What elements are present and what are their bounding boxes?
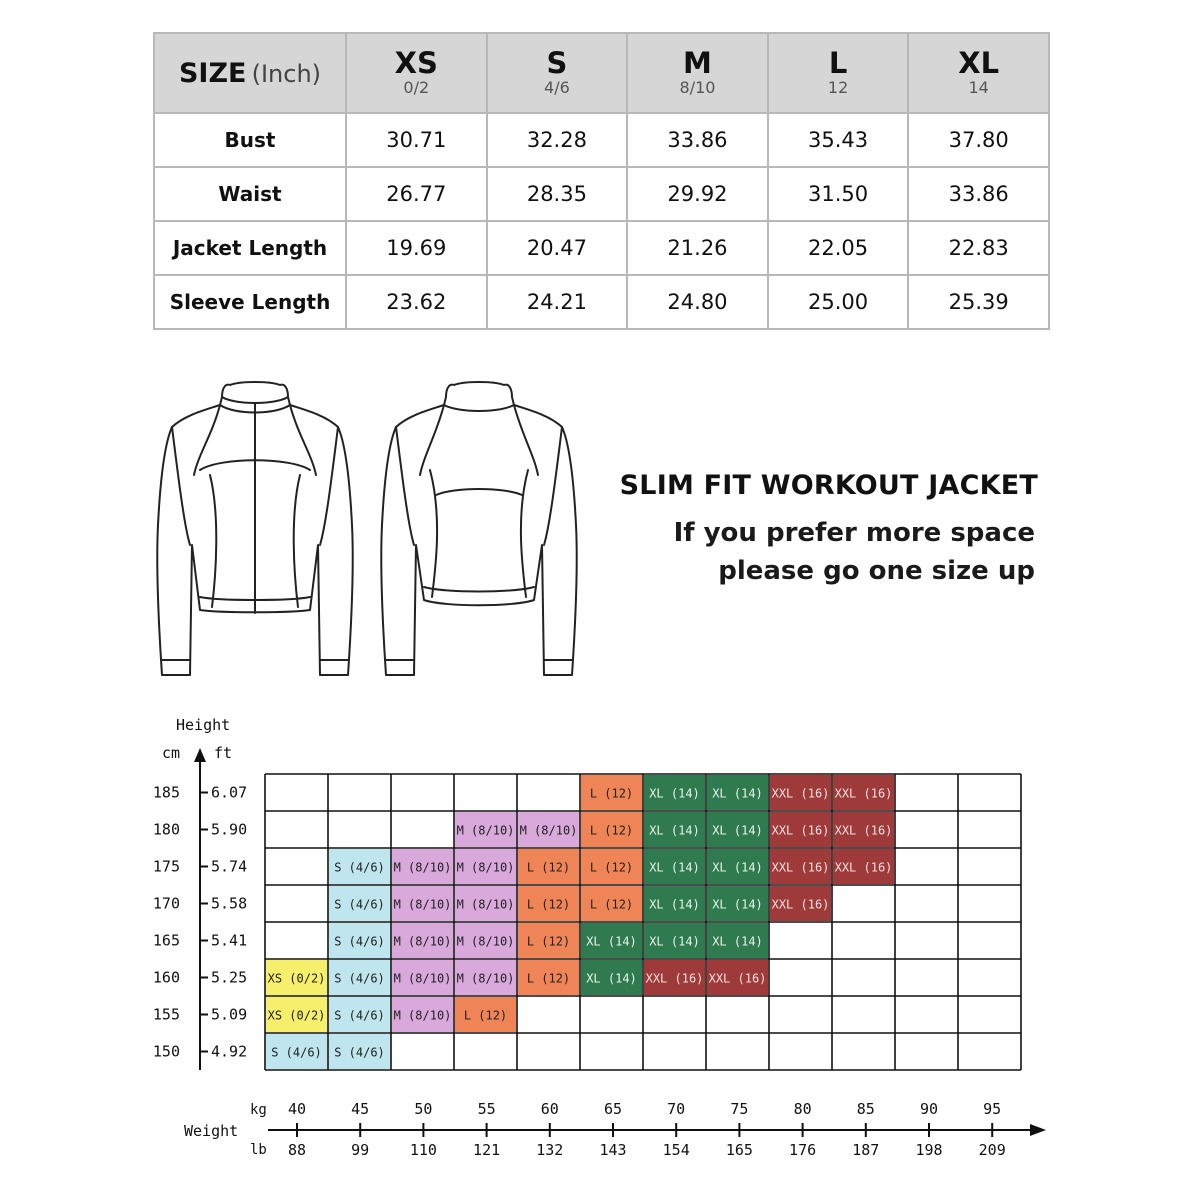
table-cell: 22.83: [908, 221, 1049, 275]
weight-unit-kg: kg: [250, 1102, 267, 1118]
height-tick-ft: 5.41: [211, 931, 248, 950]
row-label: Bust: [154, 113, 346, 167]
size-header-row: [154, 33, 1049, 113]
height-tick-cm: 175: [152, 857, 180, 876]
weight-tick-kg: 60: [540, 1100, 559, 1118]
size-cell-label: XL (14): [649, 934, 700, 949]
size-code: L: [828, 46, 848, 80]
size-cell-label: M (8/10): [456, 823, 515, 838]
size-cell-label: XL (14): [712, 860, 763, 875]
size-cell-label: XL (14): [712, 934, 763, 949]
size-cell-label: S (4/6): [334, 934, 385, 949]
height-tick-ft: 5.90: [211, 820, 248, 839]
weight-axis-label: Weight: [184, 1122, 239, 1140]
size-cell-label: M (8/10): [393, 1008, 452, 1023]
weight-tick-lb: 110: [409, 1141, 437, 1159]
weight-tick-kg: 80: [793, 1100, 812, 1118]
height-tick-ft: 5.25: [211, 968, 248, 987]
weight-tick-lb: 198: [915, 1141, 943, 1159]
size-number: 12: [827, 78, 849, 97]
weight-tick-lb: 121: [473, 1141, 501, 1159]
weight-tick-kg: 85: [856, 1100, 875, 1118]
size-cell-label: XL (14): [649, 823, 700, 838]
size-col-xl: [908, 33, 1049, 113]
table-cell: 24.80: [627, 275, 768, 329]
size-cell-label: M (8/10): [519, 823, 578, 838]
size-cell-label: XL (14): [649, 897, 700, 912]
size-cell-label: XXL (16): [834, 786, 893, 801]
height-tick-ft: 5.74: [211, 857, 248, 876]
table-cell: 20.47: [487, 221, 628, 275]
weight-tick-kg: 75: [730, 1100, 749, 1118]
size-cell-label: XXL (16): [771, 786, 830, 801]
table-cell: 32.28: [487, 113, 628, 167]
height-tick-cm: 155: [152, 1005, 180, 1024]
size-cell-label: S (4/6): [334, 971, 385, 986]
jacket-back-sketch: [374, 375, 584, 685]
size-cell-label: M (8/10): [393, 897, 452, 912]
size-number: 14: [968, 78, 989, 97]
table-cell: 30.71: [346, 113, 487, 167]
size-number: 0/2: [403, 78, 430, 97]
size-cell-label: L (12): [526, 897, 571, 912]
size-cell-label: L (12): [526, 934, 571, 949]
weight-tick-lb: 154: [662, 1141, 690, 1159]
table-cell: 24.21: [487, 275, 628, 329]
height-axis-label: Height: [176, 716, 231, 734]
height-tick-ft: 6.07: [211, 783, 248, 802]
table-cell: 21.26: [627, 221, 768, 275]
size-cell-label: XL (14): [712, 786, 763, 801]
size-cell-label: XS (0/2): [267, 971, 326, 986]
size-cell-label: S (4/6): [334, 1008, 385, 1023]
weight-axis-arrow: [1030, 1124, 1046, 1136]
size-table: [153, 32, 1050, 330]
size-cell-label: M (8/10): [456, 860, 515, 875]
size-cell-label: L (12): [589, 860, 634, 875]
size-cell-label: L (12): [526, 971, 571, 986]
size-cell-label: XXL (16): [834, 860, 893, 875]
size-cell-label: XL (14): [712, 897, 763, 912]
weight-tick-lb: 88: [287, 1141, 307, 1159]
size-cell-label: XL (14): [649, 786, 700, 801]
weight-tick-lb: 209: [978, 1141, 1006, 1159]
height-unit-ft: ft: [214, 744, 233, 762]
weight-tick-lb: 99: [351, 1141, 370, 1159]
height-unit-cm: cm: [162, 744, 181, 762]
table-cell: 37.80: [908, 113, 1049, 167]
size-cell-label: XL (14): [712, 823, 763, 838]
size-code: XS: [394, 46, 438, 80]
size-cell-label: L (12): [463, 1008, 508, 1023]
fit-note-line2: please go one size up: [718, 556, 1035, 586]
size-header-cell: [154, 33, 346, 113]
weight-tick-kg: 45: [351, 1100, 370, 1118]
size-cell-label: M (8/10): [456, 897, 515, 912]
fit-title: SLIM FIT WORKOUT JACKET: [619, 470, 1038, 501]
size-cell-label: M (8/10): [393, 860, 452, 875]
height-tick-cm: 180: [152, 820, 180, 839]
size-cell-label: L (12): [526, 860, 571, 875]
size-code: M: [683, 46, 712, 80]
size-cell-label: S (4/6): [334, 897, 385, 912]
height-tick-cm: 150: [152, 1042, 180, 1061]
size-cell-label: S (4/6): [334, 860, 385, 875]
table-cell: 35.43: [768, 113, 909, 167]
table-cell: 33.86: [908, 167, 1049, 221]
table-cell: 28.35: [487, 167, 628, 221]
weight-tick-kg: 90: [919, 1100, 939, 1118]
weight-tick-kg: 55: [477, 1100, 496, 1118]
size-cell-label: L (12): [589, 823, 634, 838]
size-cell-label: XXL (16): [771, 897, 830, 912]
table-cell: 19.69: [346, 221, 487, 275]
weight-tick-kg: 40: [287, 1100, 307, 1118]
size-col-xs: [346, 33, 487, 113]
size-cell-label: XL (14): [649, 860, 700, 875]
weight-tick-kg: 95: [983, 1100, 1002, 1118]
height-tick-ft: 5.09: [211, 1005, 248, 1024]
size-header-unit: (Inch): [251, 59, 322, 88]
size-col-m: [627, 33, 768, 113]
size-cell-label: XXL (16): [708, 971, 767, 986]
table-cell: 29.92: [627, 167, 768, 221]
size-cell-label: L (12): [589, 897, 634, 912]
size-cell-label: M (8/10): [393, 971, 452, 986]
table-cell: 22.05: [768, 221, 909, 275]
table-cell: 25.00: [768, 275, 909, 329]
table-row-waist: [154, 167, 1049, 221]
height-tick-ft: 4.92: [211, 1042, 248, 1061]
weight-unit-lb: lb: [250, 1142, 267, 1158]
size-number: 8/10: [679, 78, 716, 97]
row-label: Sleeve Length: [154, 275, 346, 329]
height-tick-cm: 185: [152, 783, 180, 802]
weight-tick-lb: 176: [789, 1141, 817, 1159]
height-tick-cm: 165: [152, 931, 180, 950]
size-cell-label: XXL (16): [771, 860, 830, 875]
table-cell: 23.62: [346, 275, 487, 329]
size-col-s: [487, 33, 628, 113]
weight-tick-kg: 65: [603, 1100, 623, 1118]
table-row-sleeve-length: [154, 275, 1049, 329]
row-label: Waist: [154, 167, 346, 221]
size-cell-label: XXL (16): [834, 823, 893, 838]
table-cell: 25.39: [908, 275, 1049, 329]
weight-tick-lb: 187: [852, 1141, 880, 1159]
size-code: XL: [958, 46, 1000, 80]
size-number: 4/6: [544, 78, 570, 97]
jacket-front-sketch: [150, 375, 360, 685]
weight-tick-lb: 132: [536, 1141, 564, 1159]
row-label: Jacket Length: [154, 221, 346, 275]
table-cell: 31.50: [768, 167, 909, 221]
size-cell-label: XS (0/2): [267, 1008, 326, 1023]
size-cell-label: M (8/10): [456, 971, 515, 986]
size-cell-label: L (12): [589, 786, 634, 801]
size-cell-label: M (8/10): [393, 934, 452, 949]
size-cell-label: M (8/10): [456, 934, 515, 949]
table-row-jacket-length: [154, 221, 1049, 275]
weight-tick-lb: 143: [599, 1141, 627, 1159]
weight-tick-kg: 50: [414, 1100, 433, 1118]
size-code: S: [546, 46, 568, 80]
height-tick-ft: 5.58: [211, 894, 248, 913]
size-cell-label: XL (14): [586, 971, 637, 986]
size-cell-label: XXL (16): [645, 971, 704, 986]
height-axis-arrow: [194, 748, 206, 762]
table-cell: 33.86: [627, 113, 768, 167]
weight-tick-lb: 165: [725, 1141, 753, 1159]
table-cell: 26.77: [346, 167, 487, 221]
height-tick-cm: 160: [152, 968, 180, 987]
size-header-label: SIZE: [178, 57, 247, 89]
size-cell-label: S (4/6): [271, 1045, 322, 1060]
weight-tick-kg: 70: [667, 1100, 686, 1118]
size-col-l: [768, 33, 909, 113]
height-weight-size-chart: [0, 700, 1200, 1180]
table-row-bust: [154, 113, 1049, 167]
fit-note-line1: If you prefer more space: [673, 518, 1035, 548]
size-cell-label: XXL (16): [771, 823, 830, 838]
size-cell-label: XL (14): [586, 934, 637, 949]
size-cell-label: S (4/6): [334, 1045, 385, 1060]
height-tick-cm: 170: [152, 894, 180, 913]
